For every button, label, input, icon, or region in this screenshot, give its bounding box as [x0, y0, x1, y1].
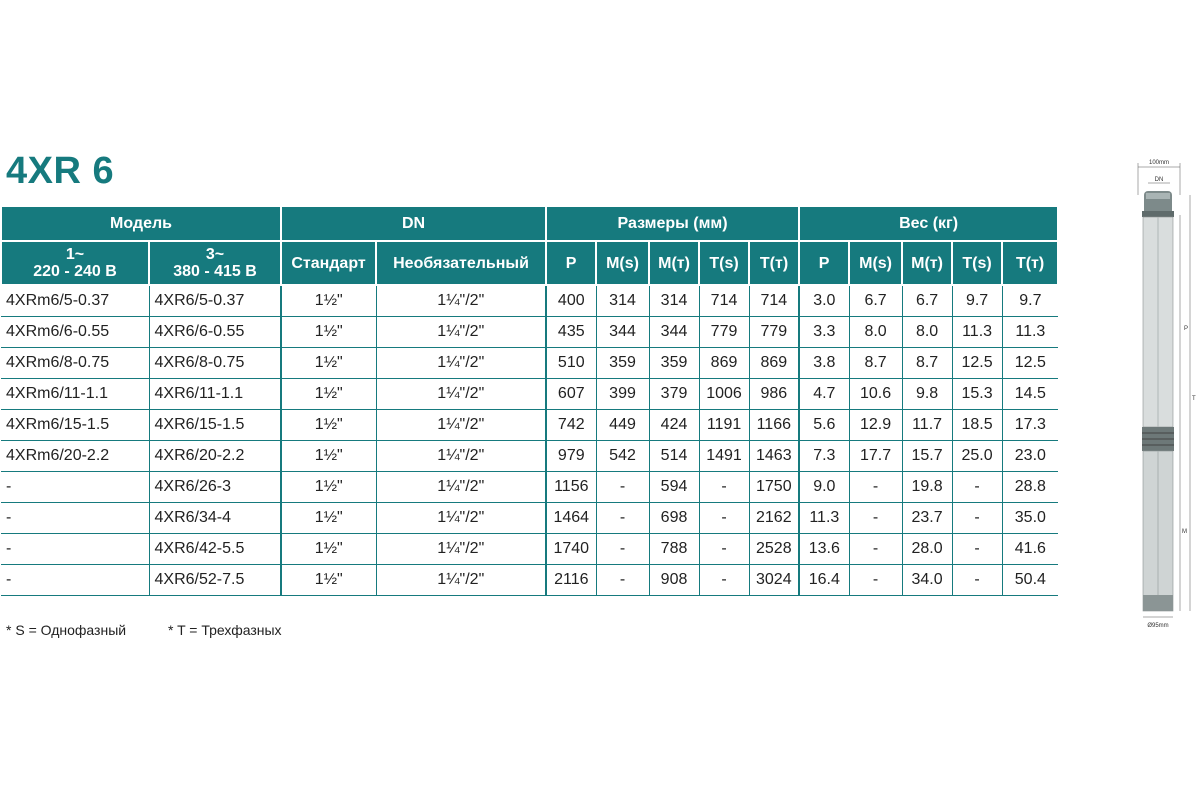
- cell-wt-tt: 17.3: [1002, 410, 1058, 441]
- header-dn: DN: [281, 206, 546, 241]
- cell-single-phase-model: 4XRm6/11-1.1: [1, 379, 149, 410]
- cell-dn-optional: 1¼"/2": [376, 472, 546, 503]
- cell-wt-p: 4.7: [799, 379, 849, 410]
- cell-wt-ts: 18.5: [952, 410, 1002, 441]
- cell-wt-ts: 9.7: [952, 285, 1002, 317]
- cell-dn-optional: 1¼"/2": [376, 379, 546, 410]
- table-row: [1, 534, 1058, 565]
- cell-dim-ms: 314: [596, 285, 649, 317]
- header-weight: Вес (кг): [799, 206, 1058, 241]
- cell-dim-tt: 714: [749, 285, 799, 317]
- cell-wt-ts: 15.3: [952, 379, 1002, 410]
- header-dim-ms: M(s): [596, 241, 649, 285]
- header-wt-ts: T(s): [952, 241, 1002, 285]
- header-wt-p: P: [799, 241, 849, 285]
- cell-wt-ms: -: [849, 534, 902, 565]
- cell-three-phase-model: 4XR6/52-7.5: [149, 565, 281, 596]
- cell-wt-ms: -: [849, 565, 902, 596]
- cell-dn-standard: 1½": [281, 285, 376, 317]
- cell-wt-tt: 28.8: [1002, 472, 1058, 503]
- cell-dim-ts: 869: [699, 348, 749, 379]
- table-row: [1, 348, 1058, 379]
- cell-dim-mt: 514: [649, 441, 699, 472]
- spec-table: [0, 205, 1059, 596]
- cell-dim-tt: 2528: [749, 534, 799, 565]
- cell-dn-standard: 1½": [281, 472, 376, 503]
- header-wt-mt: M(т): [902, 241, 952, 285]
- header-dim-ts: T(s): [699, 241, 749, 285]
- cell-wt-ms: -: [849, 503, 902, 534]
- header-dimensions: Размеры (мм): [546, 206, 799, 241]
- cell-dim-p: 2116: [546, 565, 596, 596]
- cell-dim-tt: 986: [749, 379, 799, 410]
- cell-dim-mt: 424: [649, 410, 699, 441]
- cell-dim-p: 607: [546, 379, 596, 410]
- cell-dim-mt: 344: [649, 317, 699, 348]
- cell-dim-ts: -: [699, 534, 749, 565]
- cell-wt-ms: -: [849, 472, 902, 503]
- cell-dim-ts: 714: [699, 285, 749, 317]
- cell-dim-p: 510: [546, 348, 596, 379]
- cell-wt-ts: -: [952, 472, 1002, 503]
- cell-dim-mt: 908: [649, 565, 699, 596]
- cell-wt-ms: 12.9: [849, 410, 902, 441]
- spec-table-body: [1, 285, 1058, 596]
- cell-wt-mt: 19.8: [902, 472, 952, 503]
- page-title: 4XR 6: [6, 150, 115, 192]
- cell-three-phase-model: 4XR6/5-0.37: [149, 285, 281, 317]
- cell-wt-ts: -: [952, 565, 1002, 596]
- table-row: [1, 379, 1058, 410]
- cell-dn-standard: 1½": [281, 565, 376, 596]
- cell-single-phase-model: -: [1, 503, 149, 534]
- cell-dim-tt: 779: [749, 317, 799, 348]
- cell-wt-p: 3.3: [799, 317, 849, 348]
- diagram-m-label: M: [1182, 529, 1187, 535]
- cell-dim-ms: 399: [596, 379, 649, 410]
- cell-wt-p: 5.6: [799, 410, 849, 441]
- cell-dim-mt: 594: [649, 472, 699, 503]
- cell-three-phase-model: 4XR6/15-1.5: [149, 410, 281, 441]
- diagram-width-label: 100mm: [1148, 160, 1170, 166]
- cell-dim-ts: 1491: [699, 441, 749, 472]
- header-standard: Стандарт: [281, 241, 376, 285]
- cell-dn-optional: 1¼"/2": [376, 317, 546, 348]
- cell-dim-mt: 698: [649, 503, 699, 534]
- cell-dn-standard: 1½": [281, 534, 376, 565]
- table-row: [1, 317, 1058, 348]
- cell-wt-tt: 23.0: [1002, 441, 1058, 472]
- cell-dim-ms: 344: [596, 317, 649, 348]
- cell-dn-optional: 1¼"/2": [376, 534, 546, 565]
- cell-dn-standard: 1½": [281, 317, 376, 348]
- header-single-phase: 1~ 220 - 240 В: [1, 241, 149, 285]
- cell-dn-standard: 1½": [281, 441, 376, 472]
- cell-dn-standard: 1½": [281, 503, 376, 534]
- cell-wt-p: 11.3: [799, 503, 849, 534]
- cell-wt-mt: 9.8: [902, 379, 952, 410]
- table-row: [1, 503, 1058, 534]
- table-row: [1, 565, 1058, 596]
- cell-wt-mt: 28.0: [902, 534, 952, 565]
- cell-dim-ms: -: [596, 565, 649, 596]
- cell-wt-mt: 23.7: [902, 503, 952, 534]
- cell-dim-tt: 1463: [749, 441, 799, 472]
- cell-dim-p: 1464: [546, 503, 596, 534]
- cell-dim-ms: -: [596, 472, 649, 503]
- cell-wt-ms: 6.7: [849, 285, 902, 317]
- cell-dim-ms: 359: [596, 348, 649, 379]
- pump-dimension-diagram: [1118, 155, 1198, 635]
- header-wt-tt: T(т): [1002, 241, 1058, 285]
- cell-three-phase-model: 4XR6/34-4: [149, 503, 281, 534]
- header-dim-tt: T(т): [749, 241, 799, 285]
- cell-wt-p: 9.0: [799, 472, 849, 503]
- cell-dn-optional: 1¼"/2": [376, 410, 546, 441]
- cell-dn-optional: 1¼"/2": [376, 565, 546, 596]
- table-row: [1, 441, 1058, 472]
- cell-dn-optional: 1¼"/2": [376, 503, 546, 534]
- cell-three-phase-model: 4XR6/11-1.1: [149, 379, 281, 410]
- cell-wt-mt: 11.7: [902, 410, 952, 441]
- cell-dim-mt: 314: [649, 285, 699, 317]
- header-three-phase: 3~ 380 - 415 В: [149, 241, 281, 285]
- cell-dim-tt: 1166: [749, 410, 799, 441]
- cell-wt-ms: 17.7: [849, 441, 902, 472]
- header-model: Модель: [1, 206, 281, 241]
- cell-single-phase-model: -: [1, 534, 149, 565]
- cell-dim-tt: 2162: [749, 503, 799, 534]
- cell-dim-ts: -: [699, 503, 749, 534]
- cell-dim-mt: 359: [649, 348, 699, 379]
- cell-dim-ts: -: [699, 565, 749, 596]
- cell-wt-tt: 14.5: [1002, 379, 1058, 410]
- cell-wt-ts: 12.5: [952, 348, 1002, 379]
- cell-three-phase-model: 4XR6/6-0.55: [149, 317, 281, 348]
- cell-wt-mt: 34.0: [902, 565, 952, 596]
- cell-dim-p: 1740: [546, 534, 596, 565]
- cell-wt-ts: 25.0: [952, 441, 1002, 472]
- table-row: [1, 410, 1058, 441]
- cell-single-phase-model: 4XRm6/8-0.75: [1, 348, 149, 379]
- cell-single-phase-model: 4XRm6/5-0.37: [1, 285, 149, 317]
- cell-wt-p: 3.8: [799, 348, 849, 379]
- cell-dn-optional: 1¼"/2": [376, 441, 546, 472]
- cell-single-phase-model: -: [1, 565, 149, 596]
- header-optional: Необязательный: [376, 241, 546, 285]
- cell-dn-optional: 1¼"/2": [376, 348, 546, 379]
- cell-wt-tt: 35.0: [1002, 503, 1058, 534]
- cell-single-phase-model: 4XRm6/6-0.55: [1, 317, 149, 348]
- cell-dim-mt: 379: [649, 379, 699, 410]
- cell-dim-ts: 1006: [699, 379, 749, 410]
- cell-dim-tt: 3024: [749, 565, 799, 596]
- cell-wt-p: 13.6: [799, 534, 849, 565]
- footnote-single-phase: * S = Однофазный: [6, 622, 127, 638]
- cell-single-phase-model: 4XRm6/20-2.2: [1, 441, 149, 472]
- cell-wt-mt: 8.0: [902, 317, 952, 348]
- cell-wt-ms: 10.6: [849, 379, 902, 410]
- cell-dim-p: 979: [546, 441, 596, 472]
- cell-wt-mt: 15.7: [902, 441, 952, 472]
- cell-three-phase-model: 4XR6/20-2.2: [149, 441, 281, 472]
- cell-wt-tt: 50.4: [1002, 565, 1058, 596]
- cell-wt-p: 7.3: [799, 441, 849, 472]
- cell-dim-tt: 1750: [749, 472, 799, 503]
- diagram-t-label: T: [1192, 396, 1196, 402]
- table-row: [1, 472, 1058, 503]
- footnotes: [6, 622, 320, 638]
- cell-dn-standard: 1½": [281, 348, 376, 379]
- cell-dim-p: 742: [546, 410, 596, 441]
- cell-single-phase-model: 4XRm6/15-1.5: [1, 410, 149, 441]
- cell-dn-optional: 1¼"/2": [376, 285, 546, 317]
- cell-wt-p: 16.4: [799, 565, 849, 596]
- table-row: [1, 285, 1058, 317]
- footnote-three-phase: * T = Трехфазных: [167, 622, 282, 638]
- cell-wt-mt: 8.7: [902, 348, 952, 379]
- cell-three-phase-model: 4XR6/26-3: [149, 472, 281, 503]
- cell-wt-ms: 8.7: [849, 348, 902, 379]
- cell-wt-ts: 11.3: [952, 317, 1002, 348]
- cell-wt-tt: 11.3: [1002, 317, 1058, 348]
- cell-wt-tt: 41.6: [1002, 534, 1058, 565]
- cell-dim-ts: 779: [699, 317, 749, 348]
- cell-dim-ms: -: [596, 503, 649, 534]
- diagram-dn-label: DN: [1154, 177, 1164, 183]
- cell-wt-p: 3.0: [799, 285, 849, 317]
- cell-dim-p: 400: [546, 285, 596, 317]
- diagram-diameter-label: Ø95mm: [1147, 623, 1169, 629]
- cell-wt-tt: 12.5: [1002, 348, 1058, 379]
- cell-dim-p: 1156: [546, 472, 596, 503]
- cell-dim-mt: 788: [649, 534, 699, 565]
- header-dim-mt: M(т): [649, 241, 699, 285]
- cell-single-phase-model: -: [1, 472, 149, 503]
- cell-three-phase-model: 4XR6/42-5.5: [149, 534, 281, 565]
- cell-three-phase-model: 4XR6/8-0.75: [149, 348, 281, 379]
- cell-dim-p: 435: [546, 317, 596, 348]
- cell-dn-standard: 1½": [281, 410, 376, 441]
- cell-wt-tt: 9.7: [1002, 285, 1058, 317]
- cell-dim-ms: -: [596, 534, 649, 565]
- cell-wt-ms: 8.0: [849, 317, 902, 348]
- diagram-p-label: P: [1184, 326, 1189, 332]
- cell-dim-ms: 449: [596, 410, 649, 441]
- cell-wt-mt: 6.7: [902, 285, 952, 317]
- cell-dim-tt: 869: [749, 348, 799, 379]
- header-dim-p: P: [546, 241, 596, 285]
- cell-dn-standard: 1½": [281, 379, 376, 410]
- header-wt-ms: M(s): [849, 241, 902, 285]
- cell-wt-ts: -: [952, 503, 1002, 534]
- cell-dim-ts: -: [699, 472, 749, 503]
- cell-wt-ts: -: [952, 534, 1002, 565]
- cell-dim-ts: 1191: [699, 410, 749, 441]
- cell-dim-ms: 542: [596, 441, 649, 472]
